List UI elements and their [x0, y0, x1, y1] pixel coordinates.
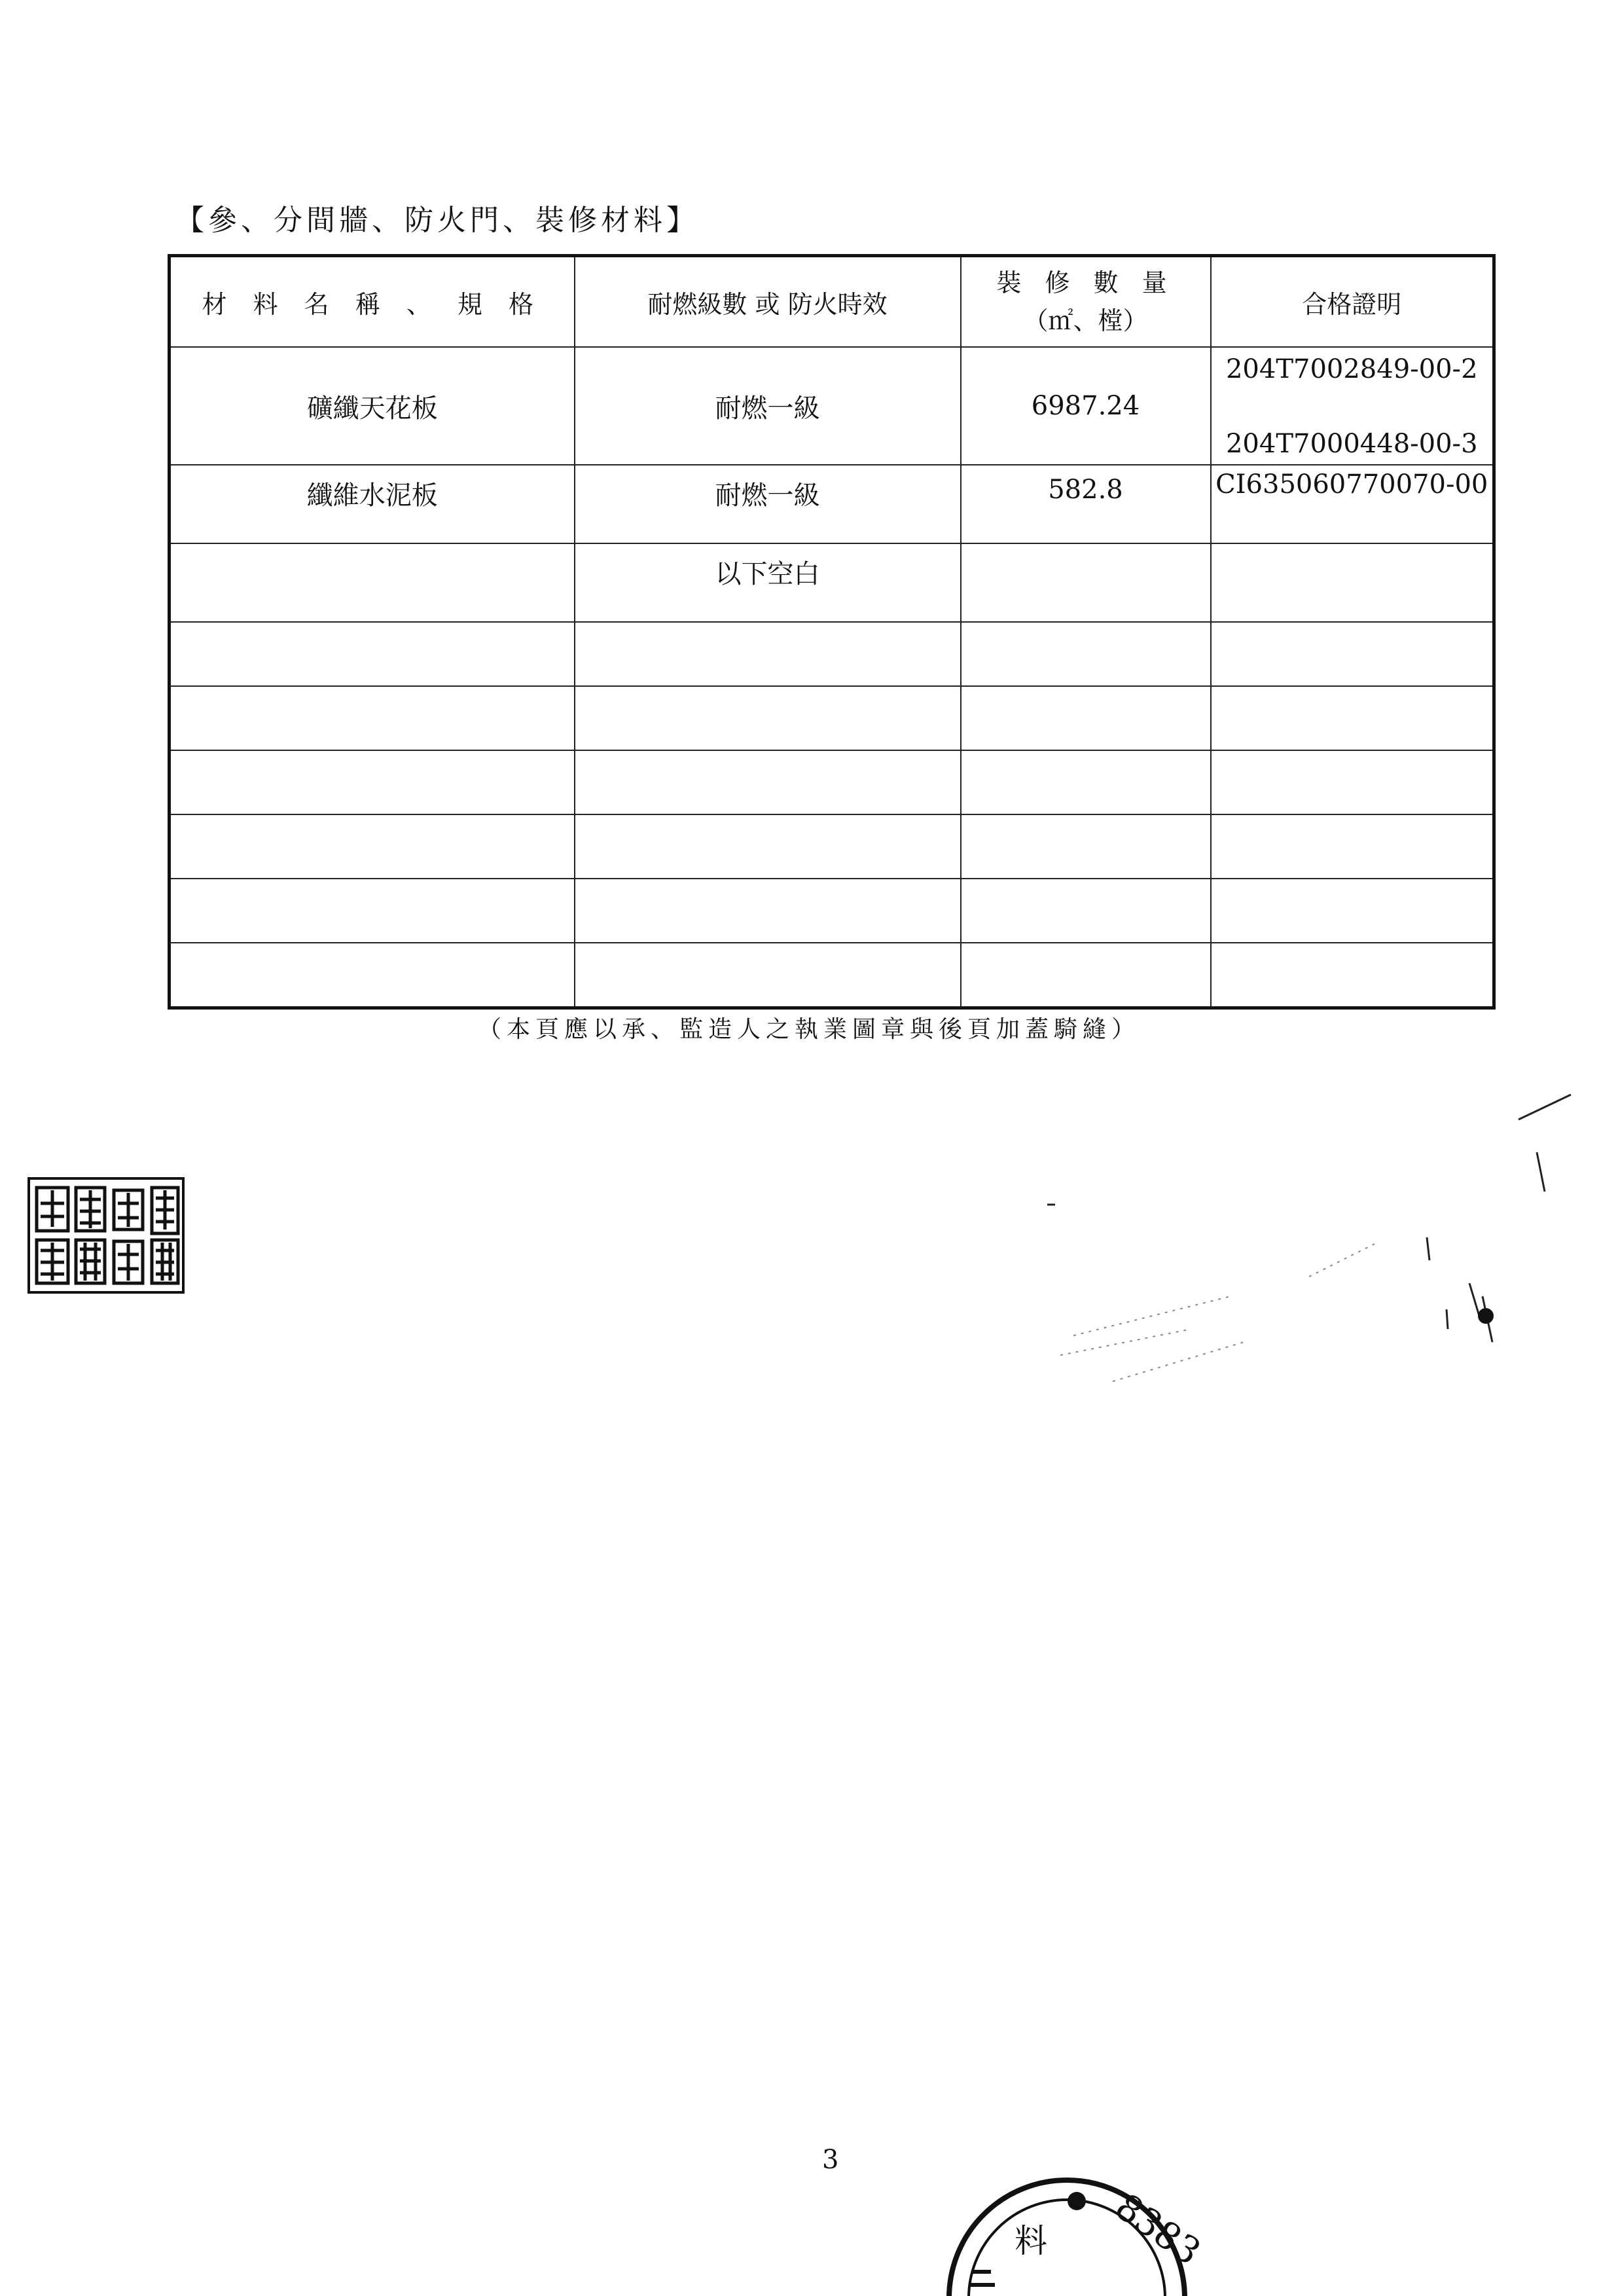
certificate-number: 204T7002849-00-2 [1225, 354, 1478, 384]
header-quantity-line1: 裝 修 數 量 [996, 268, 1175, 297]
cell-material-name: 纖維水泥板 [170, 465, 575, 543]
cell-fire-rating: 耐燃一級 [575, 465, 961, 543]
cell-material-name: 礦纖天花板 [170, 347, 575, 465]
table-header-row [170, 256, 1494, 348]
cell-certificate [1211, 347, 1494, 465]
section-title: 【參、分間牆、防火門、裝修材料】 [175, 204, 699, 237]
header-fire-rating: 耐燃級數 或 防火時效 [575, 256, 961, 348]
table-row-empty [170, 622, 1494, 686]
cell-certificate [1211, 543, 1494, 622]
materials-table [168, 254, 1496, 1010]
square-seal-stamp [27, 1177, 185, 1294]
table-row-empty [170, 943, 1494, 1008]
cell-fire-rating: 以下空白 [575, 543, 961, 622]
cell-quantity: 582.8 [961, 465, 1211, 543]
cell-quantity [961, 543, 1211, 622]
scan-artifacts [1034, 1080, 1597, 1447]
table-row [170, 347, 1494, 465]
header-material-name: 材 料 名 稱 、 規 格 [170, 256, 575, 348]
header-certificate: 合格證明 [1211, 256, 1494, 348]
cell-material-name [170, 543, 575, 622]
cell-fire-rating: 耐燃一級 [575, 347, 961, 465]
table-row-empty [170, 814, 1494, 879]
svg-text:料: 料 [1015, 2222, 1047, 2260]
page-number: 3 [822, 2145, 839, 2175]
table-row [170, 543, 1494, 622]
table-row [170, 465, 1494, 543]
round-seal-stamp [916, 2121, 1208, 2296]
certificate-number: 204T7000448-00-3 [1225, 429, 1478, 459]
header-quantity-unit: （㎡、樘） [1023, 306, 1148, 335]
table-row-empty [170, 879, 1494, 943]
cell-certificate: CI635060770070-00 [1211, 465, 1494, 543]
table-row-empty [170, 750, 1494, 814]
cell-quantity: 6987.24 [961, 347, 1211, 465]
svg-text:8383: 8383 [1107, 2185, 1208, 2274]
table-row-empty [170, 686, 1494, 750]
footer-note: （本頁應以承、監造人之執業圖章與後頁加蓋騎縫） [477, 1016, 1140, 1043]
header-quantity [961, 256, 1211, 348]
